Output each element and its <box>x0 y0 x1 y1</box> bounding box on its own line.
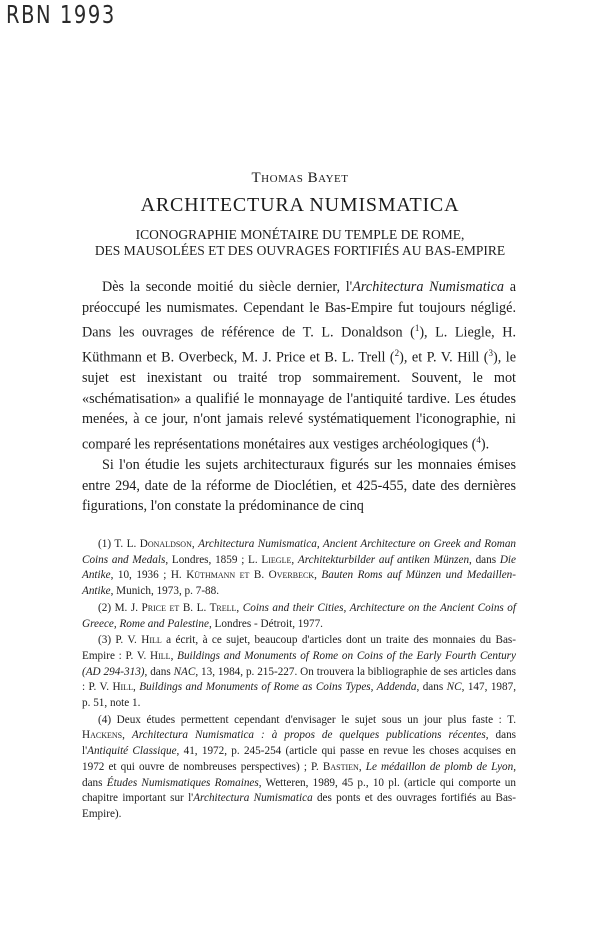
author-smallcaps: Küthmann et B. Overbeck <box>186 569 315 582</box>
text-run: (2) M. J. <box>98 601 142 614</box>
italic-run: Architekturbilder auf antiken Münzen <box>297 553 470 566</box>
footnote-2 <box>82 601 516 632</box>
footnote-ref-3: 3 <box>488 348 493 359</box>
text-run: ), L. Liegle, H. Küthmann et B. Overbeck, M. J. Price et B. L. Trell ( <box>82 324 517 366</box>
text-run: , <box>191 538 199 550</box>
italic-run: Le médaillon de plomb de Lyon <box>365 760 514 773</box>
subtitle-line-2: DES MAUSOLÉES ET DES OUVRAGES FORTIFIÉS AU BAS-EMPIRE <box>94 243 506 258</box>
text-run: , dans <box>144 665 174 678</box>
text-run: , <box>291 553 298 566</box>
italic-run: Architectura Numismatica <box>193 792 313 805</box>
text-run: (1) T. L. <box>98 538 140 550</box>
author-name: Thomas Bayet <box>251 170 349 186</box>
author-smallcaps: Price et B. L. Trell <box>141 601 237 614</box>
italic-run: Die Antike <box>82 553 516 582</box>
italic-run: Antiquité Classique <box>87 745 177 758</box>
text-run: , 147, 1987, p. 51, note 1. <box>82 681 516 710</box>
text-run: Dès la seconde moitié du siècle dernier, l' <box>102 279 353 295</box>
author-smallcaps: Bastien <box>322 760 359 773</box>
body-text <box>82 277 516 517</box>
text-run: , 10, 1936 ; H. <box>110 569 187 582</box>
text-run: , Wetteren, 1989, 45 p., 10 pl. (article qui comporte un chapitre important sur l' <box>82 776 516 805</box>
italic-run: Architectura Numismatica <box>352 279 504 295</box>
text-run: , dans <box>469 553 500 566</box>
text-run: ), et P. V. Hill ( <box>399 349 489 366</box>
footnote-ref-4: 4 <box>476 434 481 445</box>
text-run: , Londres, 1859 ; L. <box>165 553 262 566</box>
article-subtitle <box>0 227 600 259</box>
italic-run: NC <box>446 681 462 694</box>
text-run: , 13, 1984, p. 215-227. On trouvera la bibliographie de ses articles dans : P. V. <box>82 665 516 694</box>
text-run: ), le sujet est inexistant ou traité trop sommairement. Souvent, le mot «schématisation» a qualifié le monnayage de l'antiquité tardive. Les études menées, à ce jour, n'ont jamais relevé systématiquement l'iconographie, ni comparé les représentations monétaires aux vestiges archéologiques ( <box>82 349 517 453</box>
text-run: , <box>132 681 140 694</box>
author-smallcaps: Hill <box>150 649 171 662</box>
text-run: , <box>358 760 366 773</box>
text-run: , <box>236 601 243 614</box>
body-paragraph-1 <box>82 277 516 455</box>
text-run: , dans l' <box>82 729 517 758</box>
text-run: , <box>170 649 178 662</box>
footnote-ref-1: 1 <box>414 323 420 333</box>
text-run: , <box>122 729 132 742</box>
text-run: a préoccupé les numismates. Cependant le Bas-Empire fut toujours négligé. Dans les ouvrages de référence de T. L. Donaldson ( <box>82 279 516 341</box>
text-run: , Munich, 1973, p. 7-88. <box>110 585 220 598</box>
text-run: des ponts et des ouvrages fortifiés au Bas-Empire). <box>82 792 516 820</box>
author-smallcaps: Hackens <box>82 729 123 742</box>
text-run: , dans <box>416 681 447 694</box>
text-run: a écrit, à ce sujet, beaucoup d'articles dont un traite des monnaies du Bas-Empire : P. V. <box>82 634 516 662</box>
subtitle-line-1: ICONOGRAPHIE MONÉTAIRE DU TEMPLE DE ROME, <box>135 227 465 242</box>
italic-run: Architectura Numismatica : à propos de quelques publications récentes <box>131 729 486 742</box>
italic-run: Buildings and Monuments of Rome on Coins of the Early Fourth Century (AD 294-313) <box>82 649 517 678</box>
italic-run: NAC <box>173 665 196 678</box>
footnote-ref-2: 2 <box>394 348 400 359</box>
text-run: , <box>314 569 322 582</box>
italic-run: Buildings and Monuments of Rome as Coins Types, Addenda <box>139 681 417 694</box>
text-run: , dans <box>82 760 517 789</box>
footnote-3 <box>82 633 516 712</box>
article-title: ARCHITECTURA NUMISMATICA <box>140 194 460 216</box>
author-smallcaps: Hill <box>112 681 133 694</box>
handwritten-note: RBN 1993 <box>6 0 116 29</box>
italic-run: Architectura Numismatica, Ancient Architecture on Greek and Roman Coins and Medals <box>82 538 517 566</box>
text-run: (3) P. V. <box>98 634 142 647</box>
italic-run: Études Numismatiques Romaines <box>106 776 259 789</box>
text-run: (4) Deux études permettent cependant d'envisager le sujet sous un jour plus faste : T. <box>98 713 516 726</box>
author-smallcaps: Donaldson <box>139 538 192 550</box>
author-smallcaps: Hill <box>141 634 162 647</box>
text-run: , 41, 1972, p. 245-254 (article qui passe en revue les choses acquises en 1972 et qui ouvre de nombreuses perspectives) ; P. <box>82 745 516 773</box>
italic-run: Bauten Roms auf Münzen und Medaillen-Antike <box>82 569 517 598</box>
text-run: ). <box>480 436 490 453</box>
italic-run: Coins and their Cities, Architecture on the Ancient Coins of Greece, Rome and Palestine <box>82 601 516 630</box>
footnote-4 <box>82 713 516 823</box>
author-smallcaps: Liegle <box>261 553 292 566</box>
text-run: , Londres - Détroit, 1977. <box>208 617 323 630</box>
body-paragraph-2: Si l'on étudie les sujets architecturaux figurés sur les monnaies émises entre 294, date de la réforme de Dioclétien, et 425-455, date des dernières figurations, l'on constate la prédominance de cinq <box>82 457 516 515</box>
footnotes <box>82 537 516 824</box>
footnote-1 <box>82 537 516 600</box>
